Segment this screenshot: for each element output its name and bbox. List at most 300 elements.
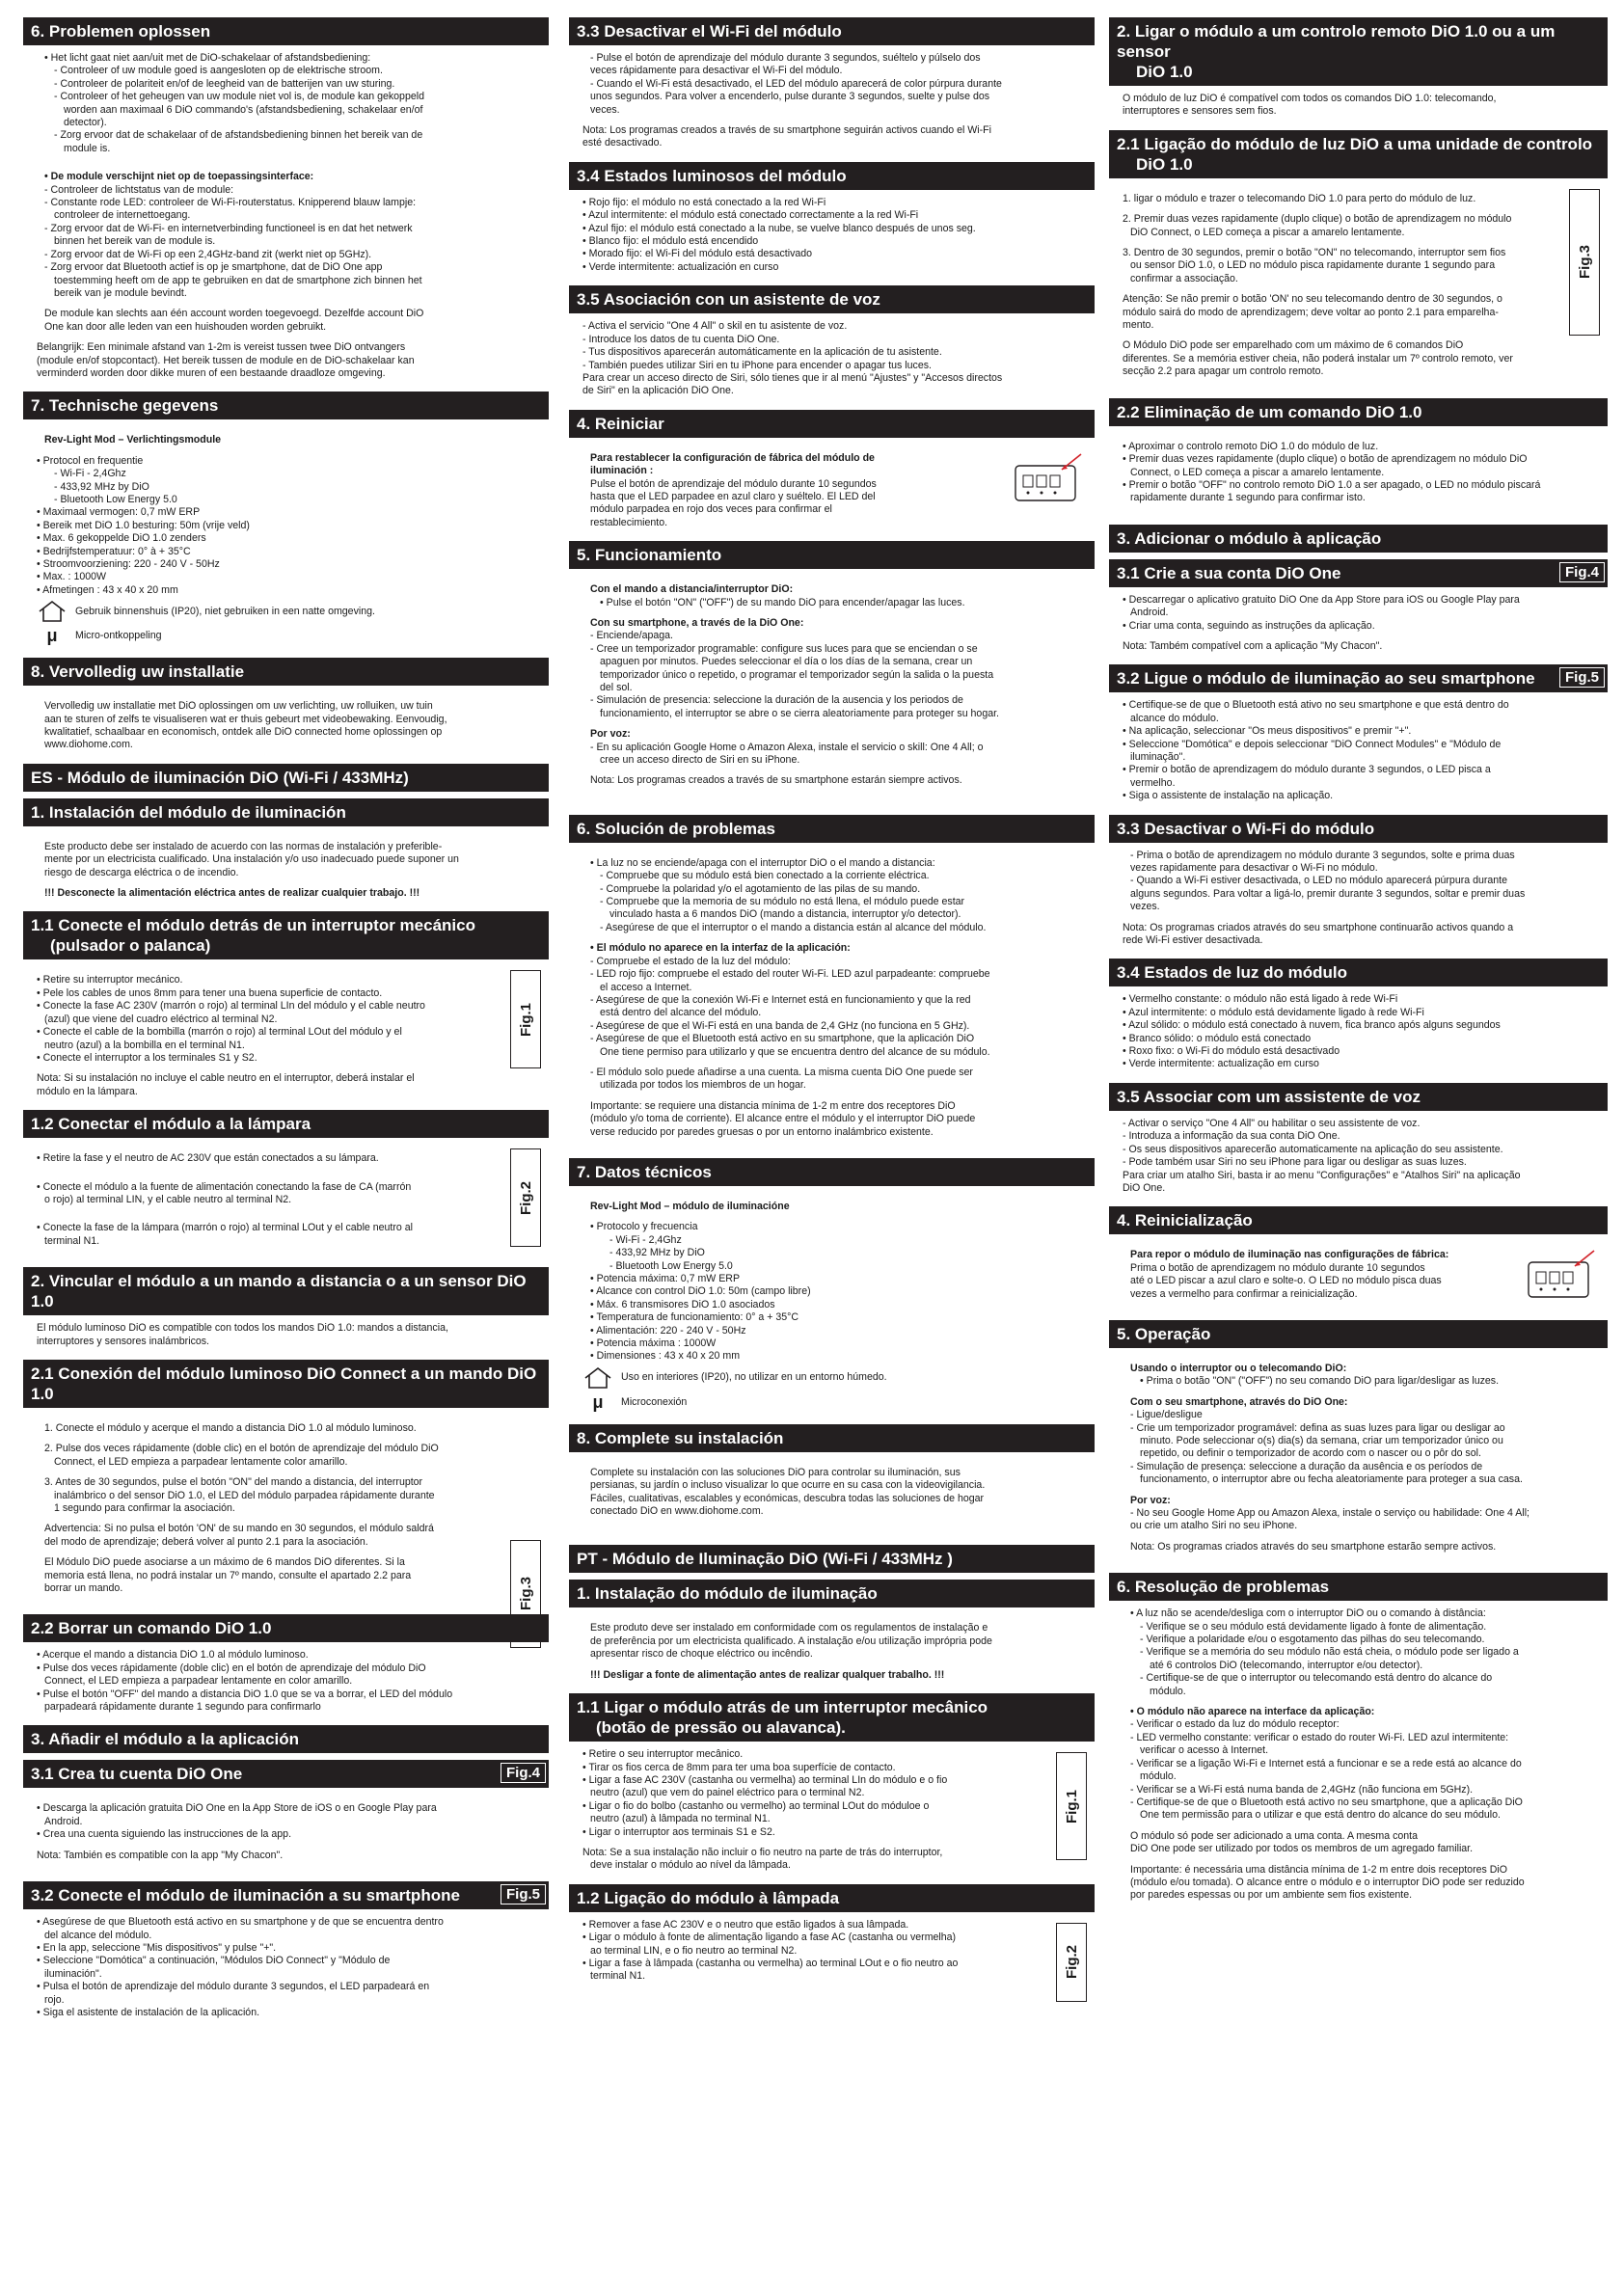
text-line: O módulo só pode ser adicionado a uma conta. A mesma conta (1130, 1829, 1418, 1842)
text-line: 1. ligar o módulo e trazer o telecomando DiO 1.0 para perto do módulo de luz. (1123, 192, 1476, 204)
spacer (37, 1795, 543, 1802)
text-line: - También puedes utilizar Siri en tu iPhone para encender o apagar tus luces. (582, 359, 932, 371)
text-line: interruptores y sensores inalámbricos. (37, 1335, 209, 1347)
text-line: • Tirar os fios cerca de 8mm para ter uma boa superfície de contacto. (582, 1761, 896, 1773)
section-header-7-datos-tecnicos (569, 1158, 1095, 1186)
section-header-5-operacao (1109, 1320, 1608, 1348)
text-line: module is. (64, 142, 111, 154)
spacer (37, 833, 543, 841)
text-line: del sol. (600, 682, 633, 693)
figure-label: Fig.2 (1063, 1945, 1080, 1980)
text-line: • Retire la fase y el neutro de AC 230V que están conectados a su lámpara. (37, 1152, 379, 1165)
spacer (1123, 1241, 1515, 1249)
section-title: 1.1 Conecte el módulo detrás de un interruptor mecánico (31, 916, 475, 935)
text-line: One tem permissão para o utilizar e que está dentro do alcance do seu módulo. (1140, 1809, 1501, 1822)
spacer (582, 788, 1089, 796)
text-line: • Siga el asistente de instalación de la aplicación. (37, 2006, 260, 2018)
text-line: apresentar risco de choque eléctrico ou incêndio. (590, 1648, 813, 1661)
house-icon (37, 600, 68, 623)
text-line: • A luz não se acende/desliga com o interruptor DiO ou o comando à distância: (1130, 1607, 1486, 1620)
figure-badge: Fig.5 (1559, 667, 1605, 688)
text-line: esté desactivado. (582, 137, 663, 149)
section-header-8-vervolledig-uw-installatie (23, 658, 549, 686)
text-line: • Conecte el interruptor a los terminales S1 y S2. (37, 1051, 257, 1064)
text-line: Connect, el LED empieza a parpadear lentamente color amarillo. (54, 1455, 348, 1468)
text-line: verificar o acesso à Internet. (1140, 1744, 1269, 1757)
section-header-3-4-estados-luminosos-del-modulo (569, 162, 1095, 190)
text-line: está dentro del alcance del módulo. (600, 1007, 762, 1019)
section-title: 4. Reiniciar (577, 414, 664, 433)
text-line: temporizador único o repetido, o programar el temporizador según la salida o la puesta (600, 668, 994, 681)
text-line: - Asegúrese de que el Wi-Fi está en una banda de 2,4 GHz (no funciona en 5 GHz). (590, 1019, 970, 1032)
section-title: 7. Technische gegevens (31, 396, 219, 416)
spacer (582, 1213, 1089, 1221)
text-line: persianas, su jardín o incluso visualizar lo que ocurre en su casa con la videovigilancia. (590, 1479, 986, 1492)
text-line: El módulo luminoso DiO es compatible con todos los mandos DiO 1.0: mandos a distancia, (37, 1322, 448, 1335)
section-header-2-1-conexion-del-modulo-luminoso-dio-con (23, 1360, 549, 1408)
text-line: • Potencia máxima: 0,7 mW ERP (590, 1273, 741, 1284)
text-line: terminal N1. (590, 1970, 646, 1983)
section-body-6-solucion-de-problemas (569, 850, 1095, 1147)
text-line: • Potencia máxima : 1000W (590, 1337, 717, 1350)
text-line: - Zorg ervoor dat de Wi-Fi- en internetverbinding functioneel is en dat het netwerk (44, 222, 413, 234)
text-line: conectado DiO en www.diohome.com. (590, 1505, 764, 1518)
text-line: • Pele los cables de unos 8mm para tener una buena superficie de contacto. (37, 986, 383, 999)
text-line: • Aproximar o controlo remoto DiO 1.0 do módulo de luz. (1123, 440, 1379, 452)
text-line: • Conecte la fase de la lámpara (marrón o rojo) al terminal LOut y el cable neutro al (37, 1222, 413, 1234)
text-line: iluminação". (1130, 750, 1186, 763)
text-line: de preferência por um electricista qualificado. A instalação e/ou utilização imprópria pode (590, 1634, 992, 1647)
text-line: Android. (1130, 607, 1169, 619)
spacer (37, 1415, 493, 1422)
text-line: Nota: Los programas creados a través de su smartphone estarán siempre activos. (590, 774, 962, 787)
text-line: bereik van je module bevindt. (54, 286, 187, 299)
text-line: vezes. (1130, 901, 1160, 913)
text-line: • Het licht gaat niet aan/uit met de DiO-schakelaar of afstandsbediening: (44, 52, 371, 64)
text-line: - Bluetooth Low Energy 5.0 (609, 1259, 733, 1272)
text-line: • En la app, seleccione "Mis dispositivos" y pulse "+". (37, 1941, 277, 1954)
text-line: • Descarregar o aplicativo gratuito DiO One da App Store para iOS ou Google Play para (1123, 593, 1520, 606)
section-title: 2. Ligar o módulo a um controlo remoto DiO 1.0 ou a um sensor (1117, 22, 1556, 61)
section-title: 1.2 Conectar el módulo a la lámpara (31, 1115, 311, 1134)
text-line: • Premir duas vezes rapidamente (duplo clique) o botão de aprendizagem no módulo DiO (1123, 453, 1528, 466)
section-header-2-vincular-el-modulo-a-un-mando-a-distan (23, 1267, 549, 1315)
section-title: 1.2 Ligação do módulo à lâmpada (577, 1888, 840, 1907)
column-middle (569, 17, 1095, 2011)
section-title: ES - Módulo de iluminación DiO (Wi-Fi / 433MHz) (31, 768, 409, 787)
spacer (582, 1139, 1089, 1147)
text-line: - Ligue/desligue (1130, 1409, 1203, 1421)
section-header-6-problemen-oplossen (23, 17, 549, 45)
spacer (37, 692, 543, 700)
text-line: - Certifique-se de que o interruptor ou telecomando está dentro do alcance do (1140, 1672, 1493, 1685)
section-body-1-instalacao-do-modulo-de-iluminacao (569, 1614, 1095, 1682)
section-title: 3.2 Ligue o módulo de iluminação ao seu smartphone (1117, 669, 1535, 689)
spacer (37, 1248, 493, 1256)
text-line: (azul) que viene del cuadro eléctrico al terminal N2. (44, 1013, 278, 1025)
text-line: • Alcance con control DiO 1.0: 50m (campo libre) (590, 1285, 811, 1298)
micro-disconnection-note (37, 626, 543, 646)
text-line: Nota: Los programas creados a través de su smartphone seguirán activos cuando el Wi-Fi (582, 124, 991, 137)
text-line: - Cuando el Wi-Fi está desactivado, el LED del módulo aparecerá de color púrpura durante (590, 77, 1002, 90)
text-line: • Pulse dos veces rápidamente (doble clic) en el botón de aprendizaje del módulo DiO (37, 1661, 426, 1674)
text-line: - Verificar se a ligação Wi-Fi e Internet está a funcionar e se a rede está ao alcance do (1130, 1757, 1522, 1769)
spacer (37, 1515, 493, 1523)
spacer (37, 426, 543, 434)
text-line: - Controleer de lichtstatus van de module: (44, 183, 234, 196)
text-line: - Verifique a polaridade e/ou o esgotamento das pilhas do seu telecomando. (1140, 1634, 1485, 1646)
text-line: neutro (azul) que vem do painel eléctrico para o terminal N2. (590, 1787, 865, 1799)
text-line: secção 2.2 para apagar um controlo remoto. (1123, 365, 1324, 378)
text-line: DiO One. (1123, 1181, 1166, 1194)
module-device-icon (1012, 450, 1087, 504)
section-header-1-instalacion-del-modulo-de-iluminacion (23, 798, 549, 826)
section-title: 3.1 Crie a sua conta DiO One (1117, 563, 1341, 582)
text-line: verminderd worden door dikke muren of een bestaande draadloze omgeving. (37, 366, 386, 379)
text-line: - Os seus dispositivos aparecerão automaticamente na aplicação do seu assistente. (1123, 1143, 1503, 1155)
section-title: 6. Solución de problemas (577, 819, 775, 838)
text-line: Nota: Os programas criados através do seu smartphone estarão sempre activos. (1130, 1540, 1497, 1553)
micro-disconnection-text: Microconexión (621, 1395, 688, 1408)
section-title-continued: DiO 1.0 (1136, 63, 1193, 81)
text-line: iluminación : (590, 465, 654, 477)
text-line: • Vermelho constante: o módulo não está ligado à rede Wi-Fi (1123, 993, 1398, 1006)
text-line: • Ligar a fase AC 230V (castanha ou vermelha) ao terminal LIn do módulo e o fio (582, 1773, 948, 1786)
text-line: Fáciles, cualitativas, escalables y económicas, descubra todas las soluciones de hogar (590, 1492, 985, 1504)
section-title: 6. Resolução de problemas (1117, 1578, 1330, 1597)
spacer (1123, 633, 1602, 640)
text-line: • Ligar o interruptor aos terminais S1 e S2. (582, 1825, 775, 1838)
indoor-use-text: Gebruik binnenshuis (IP20), niet gebruiken in een natte omgeving. (75, 605, 375, 617)
spacer (582, 117, 1089, 124)
micro-disconnection-icon: μ (46, 626, 58, 646)
section-header-3-2-conecte-el-modulo-de-iluminacion-a-s (23, 1881, 549, 1909)
text-line: módulo. (1140, 1770, 1177, 1783)
text-line: módulo parpadea en rojo dos veces para confirmar el (590, 503, 832, 516)
section-title: 3.5 Asociación con un asistente de voz (577, 290, 880, 310)
indoor-use-note (37, 600, 543, 623)
text-line: - Zorg ervoor dat de Wi-Fi op een 2,4GHz-band zit (werkt niet op 5GHz). (44, 248, 372, 260)
spacer (1123, 505, 1602, 513)
text-line: del alcance del módulo. (44, 1929, 152, 1941)
section-title: 3.4 Estados luminosos del módulo (577, 166, 847, 185)
section-title: PT - Módulo de Iluminação DiO (Wi-Fi / 433MHz ) (577, 1550, 953, 1569)
spacer (37, 1206, 493, 1214)
section-body-2-2-eliminacao-de-um-comando-dio-1-0 (1109, 433, 1608, 513)
text-line: www.diohome.com. (44, 739, 133, 751)
text-line: Complete su instalación con las soluciones DiO para controlar su iluminación, sus (590, 1466, 961, 1478)
text-line: - Zorg ervoor dat Bluetooth actief is op je smartphone, dat de DiO One app (44, 261, 383, 274)
text-line: • Pulse el botón "ON" ("OFF") de su mando DiO para encender/apagar las luces. (600, 596, 965, 608)
text-line: Para restablecer la configuración de fábrica del módulo de (590, 451, 875, 464)
figure-label: Fig.1 (1063, 1789, 1080, 1823)
section-header-2-2-borrar-un-comando-dio-1-0 (23, 1614, 549, 1642)
section-header-3-anadir-el-modulo-a-la-aplicacion (23, 1725, 549, 1753)
text-line: El Módulo DiO puede asociarse a un máximo de 6 mandos DiO diferentes. Si la (44, 1556, 405, 1569)
text-line: • Certifique-se de que o Bluetooth está ativo no seu smartphone e que está dentro do (1123, 699, 1509, 712)
text-line: binnen het bereik van de module is. (54, 235, 216, 248)
text-line: 2. Premir duas vezes rapidamente (duplo clique) o botão de aprendizagem no módulo (1123, 213, 1512, 226)
text-line: - Asegúrese de que la conexión Wi-Fi e Internet está en funcionamiento y que la red (590, 993, 971, 1006)
spacer (1123, 1389, 1602, 1396)
section-body-2-vincular-el-modulo-a-un-mando-a-distan (23, 1322, 549, 1348)
section-title: 6. Problemen oplossen (31, 22, 211, 41)
text-line: - LED vermelho constante: verificar o estado do router Wi-Fi. LED azul intermitente: (1130, 1731, 1509, 1743)
text-line: 1. Conecte el módulo y acerque el mando a distancia DiO 1.0 al módulo luminoso. (44, 1421, 417, 1434)
section-title: 1. Instalação do módulo de iluminação (577, 1584, 878, 1604)
spacer (37, 300, 543, 308)
spacer (582, 1984, 1039, 1991)
section-header-1-1-ligar-o-modulo-atras-de-um-interrupt (569, 1693, 1095, 1742)
text-line: Para crear un acceso directo de Siri, sólo tienes que ir al menú "Ajustes" y "Accesos directos (582, 371, 1003, 384)
section-header-6-resolucao-de-problemas (1109, 1573, 1608, 1601)
text-line: alguns segundos. Para voltar a ligá-lo, premir durante 3 segundos, soltar e premir duas (1130, 887, 1526, 900)
text-line: • Bedrijfstemperatuur: 0° à + 35°C (37, 545, 191, 557)
text-line: terminal N1. (44, 1234, 100, 1247)
text-line: Connect, el LED empieza a parpadear lentamente en color amarillo. (44, 1675, 353, 1688)
text-line: - Constante rode LED: controleer de Wi-Fi-routerstatus. Knipperend blauw lampje: (44, 197, 417, 209)
text-line: • Azul fijo: el módulo está conectado a la nube, se vuelve blanco después de unos seg. (582, 222, 976, 234)
text-line: funcionamento, o interruptor abre ou fecha aleatoriamente para proteger a sua casa. (1140, 1473, 1523, 1486)
text-line: neutro (azul) à lâmpada no terminal N1. (590, 1813, 771, 1825)
section-title: 7. Datos técnicos (577, 1162, 712, 1181)
section-header-3-5-associar-com-um-assistente-de-voz (1109, 1083, 1608, 1111)
section-body-1-1-conecte-el-modulo-detras-de-un-inter (23, 966, 549, 1098)
text-line: - En su aplicación Google Home o Amazon Alexa, instale el servicio o skill: One 4 All; o (590, 741, 984, 753)
text-line: - Controleer de polariteit en/of de leegheid van de batterijen van uw sturing. (54, 77, 395, 90)
text-line: riesgo de descarga eléctrica o de incendio. (44, 866, 239, 878)
text-line: • Asegúrese de que Bluetooth está activo en su smartphone y de que se encuentra dentro (37, 1916, 444, 1929)
section-header-1-2-conectar-el-modulo-a-la-lampara (23, 1110, 549, 1138)
section-header-7-technische-gegevens (23, 392, 549, 419)
indoor-use-text: Uso en interiores (IP20), no utilizar en un entorno húmedo. (621, 1371, 887, 1384)
text-line: - Crie um temporizador programável: defina as suas luzes para ligar ou desligar ao (1130, 1421, 1505, 1434)
text-line: Por voz: (1130, 1494, 1171, 1506)
text-line: - Tus dispositivos aparecerán automáticamente en la aplicación de tu asistente. (582, 346, 942, 359)
spacer (582, 609, 1089, 617)
spacer (582, 850, 1089, 857)
text-line: - Wi-Fi - 2,4Ghz (609, 1233, 682, 1246)
indoor-use-note (582, 1366, 1089, 1390)
text-line: Importante: se requiere una distancia mínima de 1-2 m entre dos receptores DiO (590, 1099, 956, 1112)
text-line: - 433,92 MHz by DiO (609, 1247, 705, 1259)
text-line: rapidamente durante 1 segundo para confirmar isto. (1130, 492, 1366, 504)
text-line: • Azul sólido: o módulo está conectado à nuvem, fica branco após alguns segundos (1123, 1019, 1501, 1032)
text-line: Rev-Light Mod – módulo de iluminacióne (590, 1200, 790, 1212)
text-line: ao terminal LIN, e o fio neutro ao terminal N2. (590, 1944, 798, 1957)
spacer (37, 155, 543, 163)
text-line: 2. Pulse dos veces rápidamente (doble clic) en el botón de aprendizaje del módulo DiO (44, 1443, 439, 1455)
section-title: 3.3 Desactivar el Wi-Fi del módulo (577, 22, 842, 41)
section-title: 2.2 Eliminação de um comando DiO 1.0 (1117, 402, 1422, 421)
text-line: • Conecte el cable de la bombilla (marrón o rojo) al terminal LOut del módulo y el (37, 1026, 402, 1039)
text-line: - Compruebe la polaridad y/o el agotamiento de las pilas de su mando. (600, 882, 921, 895)
text-line: • Máx. 6 transmisores DiO 1.0 asociados (590, 1298, 775, 1310)
text-line: deve instalar o módulo ao nível da lâmpada. (590, 1859, 791, 1872)
section-header-1-1-conecte-el-modulo-detras-de-un-inter (23, 911, 549, 959)
text-line: • Temperatura de funcionamiento: 0° a + 35°C (590, 1311, 799, 1324)
text-line: verse reducido por paredes gruesas o por un entorno inalámbrico existente. (590, 1125, 934, 1138)
section-title: 8. Complete su instalación (577, 1428, 784, 1447)
section-body-4-reinicializacao (1109, 1241, 1608, 1309)
spacer (37, 966, 493, 974)
text-line: • Seleccione "Domótica" a continuación, "Módulos DiO Connect" y "Módulo de (37, 1955, 391, 1967)
spacer (582, 1526, 1089, 1533)
text-line: inalámbrico o del sensor DiO 1.0, el LED del módulo parpadea rápidamente durante (54, 1489, 435, 1501)
text-line: vezes rapidamente para desactivar o Wi-Fi no módulo. (1130, 862, 1378, 874)
text-line: • Azul intermitente: el módulo está conectado correctamente a la red Wi-Fi (582, 209, 919, 222)
section-header-1-2-ligacao-do-modulo-a-lampada (569, 1884, 1095, 1912)
text-line: - Pulse el botón de aprendizaje del módulo durante 3 segundos, suéltelo y púlselo dos (590, 52, 981, 64)
text-line: Este produto deve ser instalado em conformidade com os regulamentos de instalação e (590, 1622, 988, 1634)
text-line: • Prima o botão "ON" ("OFF") no seu comando DiO para ligar/desligar as luzes. (1140, 1375, 1500, 1388)
text-line: • Retire o seu interruptor mecânico. (582, 1748, 744, 1761)
text-line: cree un acceso directo de Siri en su iPhone. (600, 754, 800, 767)
spacer (582, 1661, 1089, 1669)
text-line: - LED rojo fijo: compruebe el estado del router Wi-Fi. LED azul parpadeante: compruebe (590, 968, 990, 981)
text-line: Pulse el botón de aprendizaje del módulo durante 10 segundos (590, 477, 877, 490)
text-line: 3. Antes de 30 segundos, pulse el botón "ON" del mando a distancia, del interruptor (44, 1476, 423, 1489)
figure-label: Fig.2 (517, 1180, 534, 1215)
text-line: • Azul intermitente: o módulo está devidamente ligado à rede Wi-Fi (1123, 1006, 1424, 1018)
text-line: Por voz: (590, 728, 631, 741)
text-line: (módulo e/ou tomada). O alcance entre o módulo e o interruptor DiO pode ser reduzido (1130, 1876, 1525, 1888)
text-line: - Controleer of het geheugen van uw module niet vol is, de module kan gekoppeld (54, 91, 424, 103)
text-line: - Verificar se a Wi-Fi está numa banda de 2,4GHz (não funciona em 5GHz). (1130, 1783, 1474, 1796)
text-line: o rojo) al terminal LIN, y el cable neutro al terminal N2. (44, 1193, 292, 1205)
text-line: borrar un mando. (44, 1582, 123, 1595)
section-title: 2.1 Ligação do módulo de luz DiO a uma unidade de controlo (1117, 134, 1593, 153)
spacer (582, 1518, 1089, 1526)
section-title-continued: (pulsador o palanca) (50, 936, 211, 956)
text-line: - Cree un temporizador programable: configure sus luces para que se enciendan o se (590, 642, 978, 655)
text-line: Nota: Si su instalación no incluye el cable neutro en el interruptor, deberá instalar el (37, 1072, 415, 1085)
section-header-3-4-estados-de-luz-do-modulo (1109, 959, 1608, 986)
text-line: • Max. 6 gekoppelde DiO 1.0 zenders (37, 532, 206, 545)
micro-disconnection-text: Micro-ontkoppeling (75, 630, 162, 642)
spacer (1123, 1355, 1602, 1363)
text-line: Vervolledig uw installatie met DiO oplossingen om uw verlichting, uw rolluiken, uw tuin (44, 700, 433, 713)
text-line: vezes a vermelho para confirmar a reinicialização. (1130, 1287, 1358, 1300)
section-header-pt-modulo-de-iluminacao-dio-wi-fi-433mhz (569, 1545, 1095, 1573)
text-line: One tiene permiso para utilizarlo y que se encuentra dentro del alcance de su módulo. (600, 1045, 990, 1058)
text-line: kwalitatief, schaalbaar en economisch, ontdek alle DiO connected home oplossingen op (44, 726, 443, 739)
text-line: 1 segundo para confirmar la asociación. (54, 1502, 235, 1514)
spacer (37, 1214, 493, 1222)
text-line: Android. (44, 1815, 83, 1827)
spacer (37, 163, 543, 171)
text-line: - Enciende/apaga. (590, 630, 673, 642)
text-line: neutro (azul) a la bombilla en el terminal N1. (44, 1039, 245, 1051)
section-title: 1. Instalación del módulo de iluminación (31, 802, 346, 822)
text-line: mento. (1123, 319, 1154, 332)
section-title: 2.1 Conexión del módulo luminoso DiO Connect a un mando DiO 1.0 (31, 1364, 537, 1403)
section-title: 5. Funcionamiento (577, 546, 722, 565)
text-line: del modo de aprendizaje; deberá volver al punto 2.1 para la asociación. (44, 1535, 368, 1548)
spacer (1123, 332, 1552, 339)
text-line: utilizada por todos los miembros de un hogar. (600, 1079, 806, 1092)
text-line: - Compruebe que su módulo está bien conectado a la corriente eléctrica. (600, 870, 930, 882)
spacer (1123, 1533, 1602, 1541)
section-header-4-reiniciar (569, 410, 1095, 438)
text-line: - Activar o serviço "One 4 All" ou habilitar o seu assistente de voz. (1123, 1117, 1421, 1129)
section-body-3-3-desactivar-el-wi-fi-del-modulo (569, 52, 1095, 150)
text-line: Con el mando a distancia/interruptor DiO: (590, 583, 794, 596)
text-line: Para criar um atalho Siri, basta ir ao menu "Configurações" e "Atalhos Siri" na aplicação (1123, 1169, 1521, 1181)
figure-label: Fig.3 (1576, 245, 1593, 280)
section-title: 2. Vincular el módulo a un mando a distancia o a un sensor DiO 1.0 (31, 1272, 527, 1311)
text-line: repetido, ou definir o temporizador de acordo com o nascer ou o pôr do sol. (1140, 1447, 1481, 1460)
section-title: 8. Vervolledig uw installatie (31, 662, 245, 682)
text-line: DiO One pode ser utilizado por todos os membros de um agregado familiar. (1130, 1843, 1474, 1855)
spacer (1123, 1856, 1602, 1864)
text-line: • Conecte el módulo a la fuente de alimentación conectando la fase de CA (marrón (37, 1180, 412, 1193)
text-line: • Max. : 1000W (37, 571, 107, 583)
text-line: - Compruebe el estado de la luz del módulo: (590, 955, 791, 967)
text-line: Usando o interruptor ou o telecomando DiO: (1130, 1362, 1347, 1374)
figure-label: Fig.1 (517, 1002, 534, 1037)
spacer (582, 934, 1089, 942)
section-body-5-funcionamiento (569, 576, 1095, 803)
house-icon (582, 1366, 613, 1390)
text-line: hasta que el LED parpadee en azul claro y suéltelo. El LED del (590, 490, 876, 502)
text-line: - Quando a Wi-Fi estiver desactivada, o LED no módulo aparecerá púrpura durante (1130, 875, 1508, 887)
text-line: !!! Desconecte la alimentación eléctrica antes de realizar cualquier trabajo. !!! (44, 887, 420, 900)
section-body-3-2-conecte-el-modulo-de-iluminacion-a-s (23, 1916, 549, 2019)
section-header-2-2-eliminacao-de-um-comando-dio-1-0 (1109, 398, 1608, 426)
text-line: - Certifique-se de que o Bluetooth está activo no seu smartphone, que a aplicação DiO (1130, 1796, 1523, 1808)
section-header-5-funcionamiento (569, 541, 1095, 569)
text-line: - Activa el servicio "One 4 All" o skil en tu asistente de voz. (582, 320, 848, 333)
text-line: • Dimensiones : 43 x 40 x 20 mm (590, 1350, 741, 1363)
text-line: • Siga o assistente de instalação na aplicação. (1123, 790, 1334, 802)
text-line: iluminación". (44, 1967, 102, 1980)
spacer (1123, 1487, 1602, 1495)
section-body-5-operacao (1109, 1355, 1608, 1561)
text-line: apaguen por minutos. Puedes seleccionar el día o los días de la semana, crear un (600, 656, 973, 668)
section-title: 3.3 Desactivar o Wi-Fi do módulo (1117, 819, 1375, 838)
section-body-1-instalacion-del-modulo-de-iluminacion (23, 833, 549, 901)
text-line: aan te sturen of zelfs te visualiseren wat er thuis gebeurt met videobewaking. Eenvoudig, (44, 713, 447, 725)
text-line: (module en/of stopcontact). Het bereik tussen de module en de DiO-schakelaar kan (37, 354, 415, 366)
figure-badge: Fig.4 (1559, 562, 1605, 582)
spacer (37, 1166, 493, 1174)
section-body-2-ligar-o-modulo-a-um-controlo-remoto-di (1109, 93, 1608, 119)
text-line: - Verifique se o seu módulo está devidamente ligado à fonte de alimentação. (1140, 1620, 1487, 1633)
text-line: funcionamiento, el interruptor se abre o se cierra aleatoriamente para proteger su hogar. (600, 707, 999, 719)
text-line: !!! Desligar a fonte de alimentação antes de realizar qualquer trabalho. !!! (590, 1668, 945, 1681)
section-header-2-1-ligacao-do-modulo-de-luz-dio-a-uma-u (1109, 130, 1608, 178)
text-line: • Stroomvoorziening: 220 - 240 V - 50Hz (37, 558, 220, 570)
text-line: módulo sairá do modo de aprendizagem; deve voltar ao ponto 2.1 para emparelha- (1123, 306, 1499, 318)
text-line: - Bluetooth Low Energy 5.0 (54, 493, 177, 505)
text-line: toestemming heeft om de app te gebruiken en dat de smartphone zich binnen het (54, 274, 422, 286)
text-line: • El módulo no aparece en la interfaz de la aplicación: (590, 942, 851, 955)
micro-disconnection-icon: μ (592, 1391, 604, 1412)
spacer (37, 1595, 493, 1603)
figure-badge: Fig.5 (501, 1884, 546, 1904)
section-header-4-reinicializacao (1109, 1206, 1608, 1234)
figure-label-box (510, 1148, 541, 1247)
text-line: • La luz no se enciende/apaga con el interruptor DiO o el mando a distancia: (590, 856, 935, 869)
text-line: Este producto debe ser instalado de acuerdo con las normas de instalación y preferible- (44, 840, 443, 852)
spacer (37, 1065, 493, 1072)
text-line: por paredes espessas ou por um ambiente sem fios existente. (1130, 1889, 1413, 1902)
text-line: O módulo de luz DiO é compatível com todos os comandos DiO 1.0: telecomando, (1123, 93, 1497, 104)
text-line: • Verde intermitente: actualização em curso (1123, 1058, 1319, 1070)
text-line: parpadeará rápidamente durante 1 segundo para confirmarlo (44, 1701, 321, 1714)
text-line: - Asegúrese de que el Bluetooth está activo en su smartphone, que la aplicación DiO (590, 1033, 975, 1045)
